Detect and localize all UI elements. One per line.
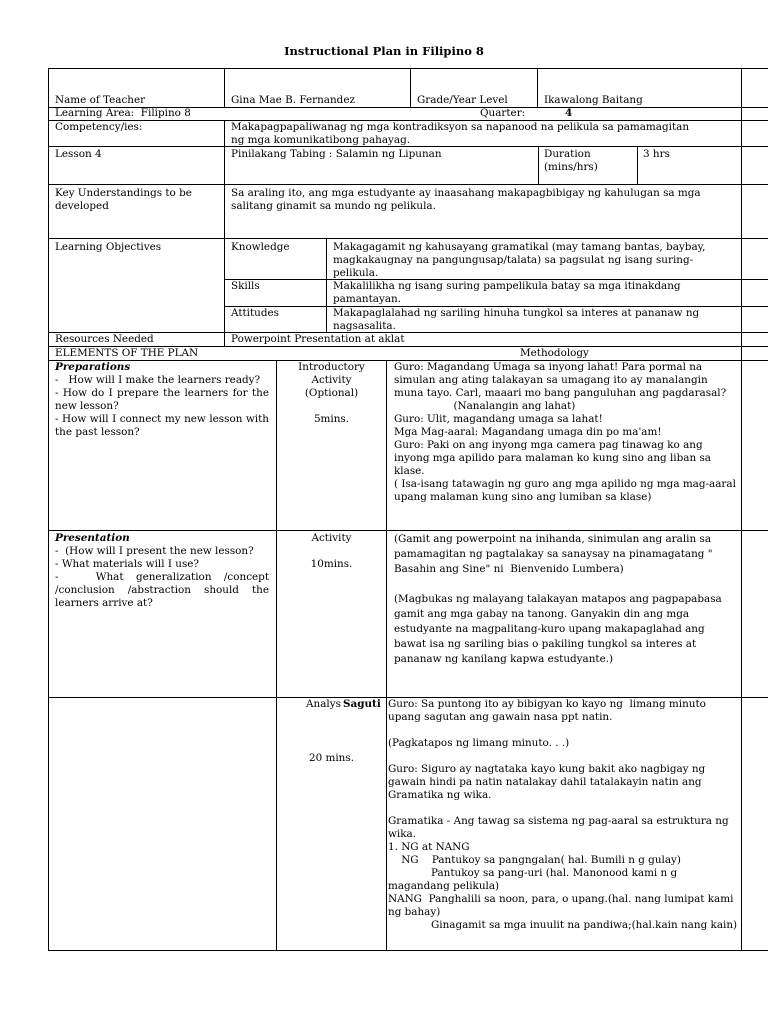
grade-value: Ikawalong Baitang: [544, 94, 643, 106]
attitudes-value: Makapaglalahad ng sariling hinuha tungkol sa interes at pananaw ng nagsasalita.: [333, 307, 703, 332]
saguti-label: Saguti: [343, 698, 381, 710]
key-understandings-value: Sa araling ito, ang mga estudyante ay inaasahang makapagbibigay ng kahulugan sa mga salitang ginamit sa mundo ng pelikula.: [231, 187, 704, 212]
teacher-value: Gina Mae B. Fernandez: [231, 94, 355, 106]
resources-label: Resources Needed: [55, 333, 154, 345]
activity-label: Activity 10mins.: [310, 532, 353, 570]
quarter-label: Quarter:: [480, 107, 526, 119]
preparations-heading: Preparations: [55, 361, 131, 373]
duration-label: Duration (mins/hrs): [544, 148, 598, 173]
analysis-label: Analys: [306, 698, 341, 710]
introductory-activity-label: Introductory Activity (Optional) 5mins.: [298, 361, 365, 425]
quarter-value: 4: [565, 107, 573, 119]
competency-label: Competency/ies:: [55, 121, 143, 133]
attitudes-label: Attitudes: [231, 307, 279, 319]
methodology-label: Methodology: [520, 347, 589, 359]
presentation-heading: Presentation: [55, 532, 130, 544]
skills-label: Skills: [231, 280, 260, 292]
preparations-content: Guro: Magandang Umaga sa inyong lahat! Para pormal na simulan ang ating talakayan sa umagang ito ay manalangin muna tayo. Carl, maaari mo bang panguluhan ang pagdarasal? (Nanalangin ang lahat) Guro: Ulit, magandang umaga sa lahat! Mga Mag-aaral: Magandang umaga din po ma'am! Guro: Paki on ang inyong mga camera pag tinawag ko ang inyong mga apilido para malaman ko kung sino ang liban sa klase. ( Isa-isang tatawagin ng guro ang mga apilido ng mga mag-aaral upang malaman kung sino ang lumiban sa klase): [394, 361, 736, 503]
analysis-content: Guro: Sa puntong ito ay bibigyan ko kayo ng limang minuto upang sagutan ang gawain nasa ppt natin. (Pagkatapos ng limang minuto. . .) Guro: Siguro ay nagtataka kayo kung bakit ako nagbigay ng gawain hindi pa natin natalakay dahil tatalakayin natin ang Gramatika ng wika. Gramatika - Ang tawag sa sistema ng pag-aaral sa estruktura ng wika. 1. NG at NANG NG Pantukoy sa pangngalan( hal. Bumili n g gulay) Pantukoy sa pang-uri (hal. Manonood kami n g magandang pelikula) NANG Panghalili sa noon, para, o upang.(hal. nang lumipat kami ng bahay) Ginagamit sa mga inuulit na pandiwa;(hal.kain nang kain): [388, 698, 738, 931]
preparations-questions: - How will I make the learners ready? - How do I prepare the learners for the new lesson? - How will I connect my new lesson with the past lesson?: [55, 374, 269, 438]
objectives-label: Learning Objectives: [55, 241, 162, 253]
presentation-content: (Gamit ang powerpoint na inihanda, sinimulan ang aralin sa pamamagitan ng pagtalakay sa sanaysay na pinamagatang " Basahin ang Sine" ni Bienvenido Lumbera) (Magbukas ng malayang talakayan matapos ang pagpapabasa gamit ang mga gabay na tanong. Ganyakin din ang mga estudyante na magpalitang-kuro upang makapaglahad ang bawat isa ng sariling bias o pakiling tungkol sa interes at pananaw ng kanilang kapwa estudyante.): [394, 533, 722, 665]
presentation-questions: - (How will I present the new lesson? - What materials will I use? - What generalization /concept /conclusion /abstraction should the learners arrive at?: [55, 545, 269, 609]
key-understandings-label: Key Understandings to be developed: [55, 187, 196, 212]
analysis-time: 20 mins.: [308, 752, 355, 764]
grade-label: Grade/Year Level: [417, 94, 508, 106]
duration-value: 3 hrs: [643, 148, 670, 160]
lesson-label: Lesson 4: [55, 148, 102, 160]
skills-value: Makalilikha ng isang suring pampelikula batay sa mga itinakdang pamantayan.: [333, 280, 684, 305]
elements-label: ELEMENTS OF THE PLAN: [55, 347, 199, 359]
teacher-label: Name of Teacher: [55, 94, 146, 106]
competency-value: Makapagpapaliwanag ng mga kontradiksyon sa napanood na pelikula sa pamamagitan ng mga komunikatibong pahayag.: [231, 121, 693, 146]
knowledge-value: Makagagamit ng kahusayang gramatikal (may tamang bantas, baybay, magkakaugnay na pangungusap/talata) sa pagsulat ng isang suring-pelikula.: [333, 241, 709, 279]
resources-value: Powerpoint Presentation at aklat: [231, 333, 405, 345]
learning-area: Learning Area: Filipino 8: [55, 107, 191, 119]
knowledge-label: Knowledge: [231, 241, 290, 253]
page-title: Instructional Plan in Filipino 8: [284, 44, 484, 58]
lesson-value: Pinilakang Tabing : Salamin ng Lipunan: [231, 148, 442, 160]
